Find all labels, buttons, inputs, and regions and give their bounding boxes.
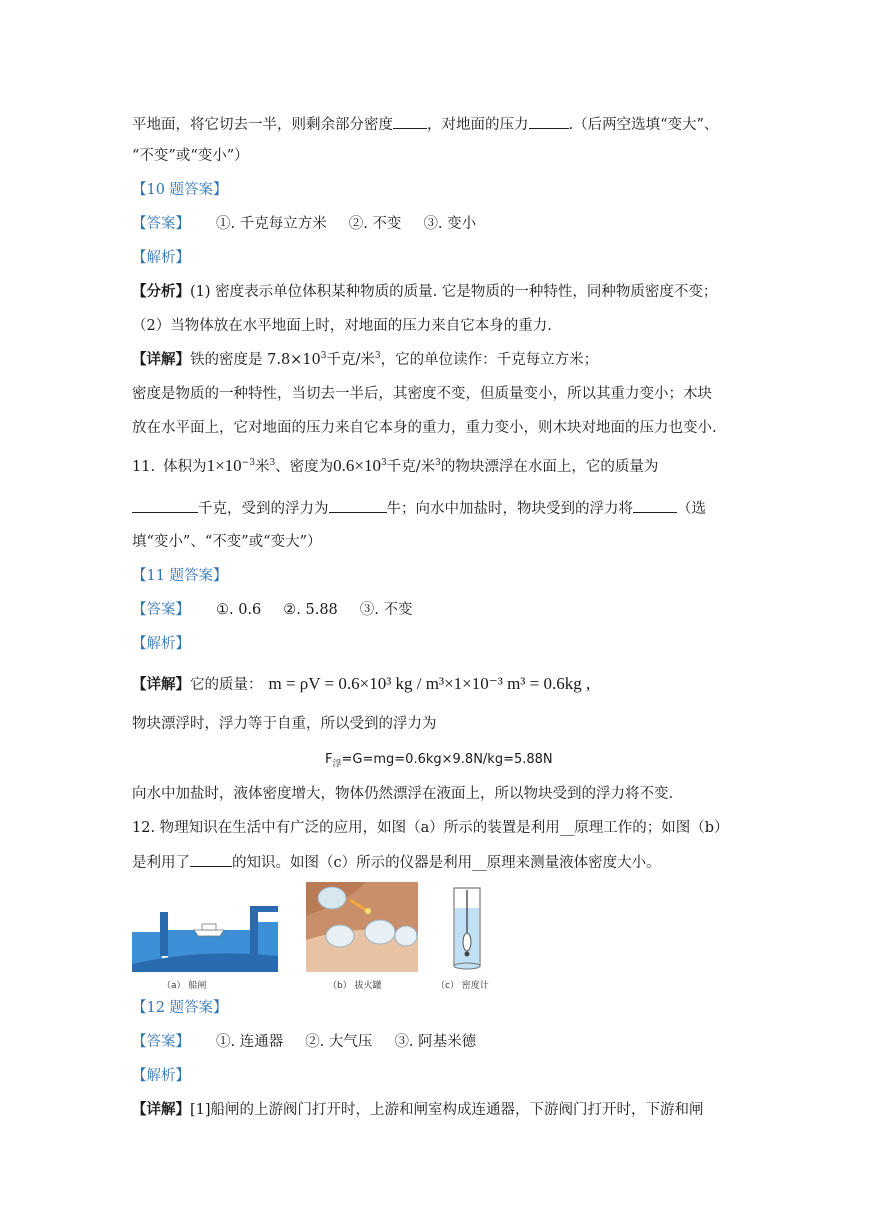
fenxi-text-1: (1) 密度表示单位体积某种物质的质量. 它是物质的一种特性，同种物质密度不变； xyxy=(190,284,718,300)
q10-text-2: ，对地面的压力 xyxy=(427,117,529,133)
xiangjie-label: 【详解】 xyxy=(132,1101,190,1118)
q12-line-2 xyxy=(132,852,742,873)
q10-fenxi-1 xyxy=(132,282,742,302)
q11-density-value: 0.6×10 xyxy=(333,456,382,475)
hydrometer-figure xyxy=(442,882,492,972)
q11-blank-3 xyxy=(633,498,677,513)
xj-text: [1]船闸的上游阀门打开时，上游和闸室构成连通器，下游阀门打开时，下游和闸 xyxy=(190,1102,704,1118)
force-equation: =G=mg=0.6kg×9.8N/kg=5.88N xyxy=(341,752,553,767)
q12-analysis-heading: 【解析】 xyxy=(132,1068,190,1084)
xiangjie-label: 【详解】 xyxy=(132,351,190,368)
answer-2: ②. 5.88 xyxy=(283,602,338,618)
q11-text-4: 千克，受到的浮力为 xyxy=(198,501,329,517)
q12-text-2: 的知识。如图（c）所示的仪器是利用__原理来测量液体密度大小。 xyxy=(232,855,661,871)
q12-line-1: 12. 物理知识在生活中有广泛的应用，如图（a）所示的装置是利用__原理工作的；如图（b） xyxy=(132,820,729,836)
xj-text-b: 千克/米 xyxy=(326,352,375,368)
q11-density-exp: 3 xyxy=(381,458,387,469)
xj-text: 它的质量： xyxy=(190,677,263,693)
caption-c: （c） 密度计 xyxy=(436,981,489,991)
mass-formula: m = ρV = 0.6×10³ kg / m³×1×10⁻³ m³ = 0.6kg , xyxy=(268,674,591,693)
xj-text-a: 铁的密度是 7.8×10 xyxy=(190,352,321,368)
q12-answer-row xyxy=(132,1032,742,1052)
xj-text-c: ，它的单位读作：千克每立方米； xyxy=(380,352,599,368)
q11-analysis-heading: 【解析】 xyxy=(132,636,190,652)
xiangjie-label: 【详解】 xyxy=(132,676,190,693)
q12-figures xyxy=(132,882,502,992)
answer-2: ②. 大气压 xyxy=(305,1034,373,1050)
q10-line-1 xyxy=(132,114,742,135)
q10-xiangjie-2: 密度是物质的一种特性，当切去一半后，其密度不变，但质量变小，所以其重力变小；木块 xyxy=(132,386,712,402)
q10-xiangjie-1: 【详解】铁的密度是 $7.8\times 10^3$千克/米$^3$，它的单位读作：千克每立方米； xyxy=(132,351,599,368)
q10-text-3: .（后两空选填“变大”、 xyxy=(568,117,719,133)
q11-blank-1 xyxy=(132,498,198,513)
answer-1: ①. 0.6 xyxy=(216,602,262,618)
q10-text-1: 平地面，将它切去一半，则剩余部分密度 xyxy=(132,117,393,133)
answer-1: ①. 连通器 xyxy=(216,1034,284,1050)
q11-density-unit: 千克/米 xyxy=(386,459,436,475)
answer-label: 【答案】 xyxy=(132,1034,190,1050)
q11-line-1: 11. 体积为$1\times 10^{-3}$米$^3$、密度为$0.6\times 10^3$千克/米$^3$的物块漂浮在水面上，它的质量为 xyxy=(132,456,659,475)
q12-text-1: 是利用了 xyxy=(132,855,190,871)
q11-text-3: 的物块漂浮在水面上，它的质量为 xyxy=(440,459,659,475)
q10-fenxi-2: （2）当物体放在水平地面上时，对地面的压力来自它本身的重力. xyxy=(132,318,552,334)
q12-answer-heading: 【12 题答案】 xyxy=(132,1000,228,1016)
answer-1: ①. 千克每立方米 xyxy=(216,216,327,232)
q10-blank-2 xyxy=(529,114,569,129)
caption-a: （a） 船闸 xyxy=(162,981,207,991)
answer-label: 【答案】 xyxy=(132,602,190,618)
answer-3: ③. 阿基米德 xyxy=(394,1034,477,1050)
q11-volume-unit: 米 xyxy=(254,459,270,475)
q10-answer-row xyxy=(132,214,742,234)
q11-text-6: （选 xyxy=(677,501,706,517)
answer-label: 【答案】 xyxy=(132,216,190,232)
answer-3: ③. 不变 xyxy=(359,602,413,618)
q11-xiangjie-1 xyxy=(132,674,742,695)
xj-exp: 3 xyxy=(320,351,327,362)
q11-volume-value: 1×10 xyxy=(206,456,242,475)
fenxi-label: 【分析】 xyxy=(132,283,190,300)
caption-b: （b） 拔火罐 xyxy=(328,981,382,991)
q11-xiangjie-2: 物块漂浮时，浮力等于自重，所以受到的浮力为 xyxy=(132,716,437,732)
q11-text-1: 体积为 xyxy=(163,459,207,475)
q11-text-5: 牛；向水中加盐时，物块受到的浮力将 xyxy=(386,501,633,517)
q11-answer-heading: 【11 题答案】 xyxy=(132,568,228,584)
q10-answer-heading: 【10 题答案】 xyxy=(132,182,228,198)
q10-xiangjie-3: 放在水平面上，它对地面的压力来自它本身的重力，重力变小，则木块对地面的压力也变小. xyxy=(132,420,717,436)
q10-blank-1 xyxy=(393,114,427,129)
force-symbol: F xyxy=(325,752,333,767)
q11-xiangjie-4: 向水中加盐时，液体密度增大，物体仍然漂浮在液面上，所以物块受到的浮力将不变. xyxy=(132,786,674,802)
cupping-figure xyxy=(306,882,418,972)
q11-volume-exp: −3 xyxy=(241,458,255,469)
q11-number: 11. xyxy=(132,459,156,475)
force-subscript: 浮 xyxy=(332,759,342,770)
q10-line-2: “不变”或“变小”） xyxy=(132,148,249,164)
ship-lock-figure xyxy=(132,882,278,972)
q10-analysis-heading: 【解析】 xyxy=(132,250,190,266)
q11-blank-2 xyxy=(329,498,387,513)
q11-answer-row xyxy=(132,600,742,620)
answer-2: ②. 不变 xyxy=(348,216,402,232)
q11-text-2: 、密度为 xyxy=(275,459,334,475)
q11-line-2 xyxy=(132,498,742,519)
answer-3: ③. 变小 xyxy=(423,216,477,232)
buoyancy-formula xyxy=(325,750,725,770)
q11-line-3: 填“变小”、“不变”或“变大”） xyxy=(132,534,322,550)
q12-xiangjie-1 xyxy=(132,1100,742,1120)
q12-blank xyxy=(190,852,232,867)
